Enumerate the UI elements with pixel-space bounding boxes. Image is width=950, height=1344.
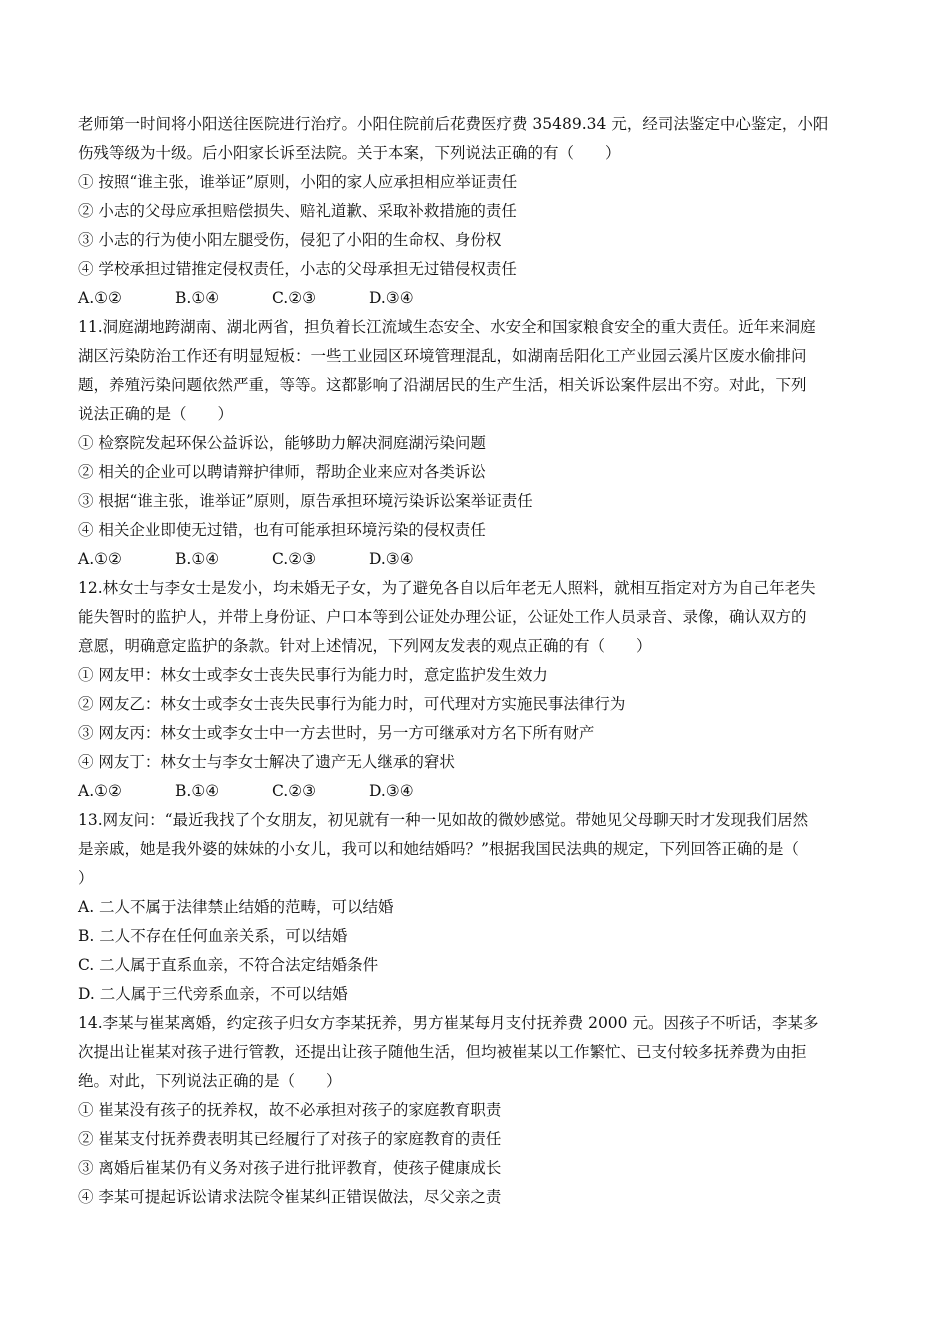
- statement-item: ① 按照“谁主张，谁举证”原则，小阳的家人应承担相应举证责任: [78, 173, 518, 191]
- choice-b: B.①④: [175, 782, 220, 800]
- statement-item: ① 检察院发起环保公益诉讼，能够助力解决洞庭湖污染问题: [78, 434, 486, 452]
- question-stem-line: 题，养殖污染问题依然严重，等等。这都影响了沿湖居民的生产生活，相关诉讼案件层出不穷。对此，下列: [78, 376, 807, 394]
- question-stem-line: 是亲戚，她是我外婆的妹妹的小女儿，我可以和她结婚吗？”根据我国民法典的规定，下列回答正确的是（: [78, 840, 799, 858]
- choice-d: D.③④: [369, 782, 414, 800]
- question-stem-line: 伤残等级为十级。后小阳家长诉至法院。关于本案，下列说法正确的有（ ）: [78, 144, 621, 162]
- choice-b: B.①④: [175, 550, 220, 568]
- question-stem-line: 意愿，明确意定监护的条款。针对上述情况，下列网友发表的观点正确的有（ ）: [78, 637, 652, 655]
- answer-choices: [78, 284, 870, 313]
- question-stem-line: 13.网友问：“最近我找了个女朋友，初见就有一种一见如故的微妙感觉。带她见父母聊天时才发现我们居然: [78, 811, 809, 829]
- question-stem-line: 11.洞庭湖地跨湖南、湖北两省，担负着长江流域生态安全、水安全和国家粮食安全的重大责任。近年来洞庭: [78, 318, 816, 336]
- question-stem-line: 说法正确的是（ ）: [78, 405, 234, 423]
- answer-choices: [78, 777, 870, 806]
- question-stem-line: 次提出让崔某对孩子进行管教，还提出让孩子随他生活，但均被崔某以工作繁忙、已支付较多抚养费为由拒: [78, 1043, 807, 1061]
- choice-b: B.①④: [175, 289, 220, 307]
- statement-item: ④ 网友丁：林女士与李女士解决了遗产无人继承的窘状: [78, 753, 455, 771]
- question-10: [78, 110, 870, 313]
- choice-a: A.①②: [78, 550, 122, 568]
- answer-option-b: B. 二人不存在任何血亲关系，可以结婚: [78, 927, 348, 945]
- statement-item: ② 小志的父母应承担赔偿损失、赔礼道歉、采取补救措施的责任: [78, 202, 517, 220]
- statement-item: ③ 根据“谁主张，谁举证”原则，原告承担环境污染诉讼案举证责任: [78, 492, 533, 510]
- answer-option-c: C. 二人属于直系血亲，不符合法定结婚条件: [78, 956, 379, 974]
- question-stem-line: 湖区污染防治工作还有明显短板：一些工业园区环境管理混乱，如湖南岳阳化工产业园云溪片区废水偷排问: [78, 347, 807, 365]
- question-stem-line: 绝。对此，下列说法正确的是（ ）: [78, 1072, 342, 1090]
- question-14: [78, 1009, 870, 1212]
- choice-d: D.③④: [369, 289, 414, 307]
- choice-a: A.①②: [78, 289, 122, 307]
- question-13: [78, 806, 870, 1009]
- statement-item: ② 网友乙：林女士或李女士丧失民事行为能力时，可代理对方实施民事法律行为: [78, 695, 626, 713]
- question-stem-line: 12.林女士与李女士是发小，均未婚无子女，为了避免各自以后年老无人照料，就相互指定对方为自己年老失: [78, 579, 816, 597]
- question-stem-line: 老师第一时间将小阳送往医院进行治疗。小阳住院前后花费医疗费 35489.34 元，经司法鉴定中心鉴定，小阳: [78, 115, 829, 133]
- statement-item: ③ 离婚后崔某仍有义务对孩子进行批评教育，使孩子健康成长: [78, 1159, 502, 1177]
- question-11: [78, 313, 870, 574]
- choice-c: C.②③: [272, 782, 317, 800]
- choice-c: C.②③: [272, 289, 317, 307]
- choice-a: A.①②: [78, 782, 122, 800]
- statement-item: ④ 相关企业即使无过错，也有可能承担环境污染的侵权责任: [78, 521, 486, 539]
- statement-item: ③ 网友丙：林女士或李女士中一方去世时，另一方可继承对方名下所有财产: [78, 724, 595, 742]
- question-12: [78, 574, 870, 806]
- statement-item: ③ 小志的行为使小阳左腿受伤，侵犯了小阳的生命权、身份权: [78, 231, 502, 249]
- answer-option-d: D. 二人属于三代旁系血亲，不可以结婚: [78, 985, 348, 1003]
- statement-item: ④ 学校承担过错推定侵权责任，小志的父母承担无过错侵权责任: [78, 260, 517, 278]
- statement-item: ② 崔某支付抚养费表明其已经履行了对孩子的家庭教育的责任: [78, 1130, 502, 1148]
- exam-page: [78, 110, 870, 1212]
- statement-item: ④ 李某可提起诉讼请求法院令崔某纠正错误做法，尽父亲之责: [78, 1188, 502, 1206]
- choice-d: D.③④: [369, 550, 414, 568]
- answer-option-a: A. 二人不属于法律禁止结婚的范畴，可以结婚: [78, 898, 394, 916]
- statement-item: ① 网友甲：林女士或李女士丧失民事行为能力时，意定监护发生效力: [78, 666, 548, 684]
- answer-choices: [78, 545, 870, 574]
- question-stem-line: ）: [78, 869, 94, 887]
- statement-item: ② 相关的企业可以聘请辩护律师，帮助企业来应对各类诉讼: [78, 463, 486, 481]
- statement-item: ① 崔某没有孩子的抚养权，故不必承担对孩子的家庭教育职责: [78, 1101, 502, 1119]
- choice-c: C.②③: [272, 550, 317, 568]
- question-stem-line: 14.李某与崔某离婚，约定孩子归女方李某抚养，男方崔某每月支付抚养费 2000 元。因孩子不听话，李某多: [78, 1014, 819, 1032]
- question-stem-line: 能失智时的监护人，并带上身份证、户口本等到公证处办理公证，公证处工作人员录音、录像，确认双方的: [78, 608, 807, 626]
